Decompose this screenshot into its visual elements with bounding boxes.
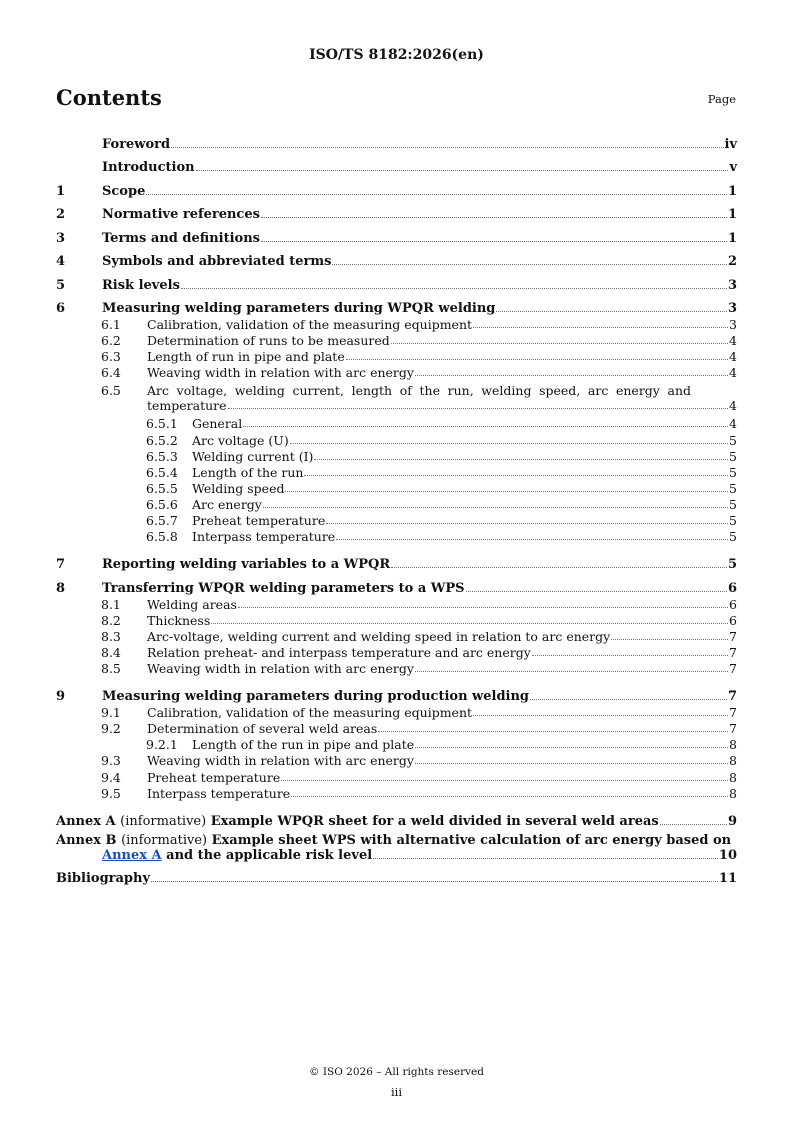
toc-leader-dots — [151, 881, 718, 882]
toc-entry-number: 6.1 — [101, 317, 121, 333]
toc-entry[interactable] — [56, 720, 737, 736]
toc-entry-title: Terms and definitions — [102, 230, 260, 246]
toc-entry-annex-a[interactable] — [56, 801, 737, 829]
annex-b-title-line1: Annex B (informative) Example sheet WPS with alternative calculation of arc energy based on — [56, 832, 732, 848]
toc-entry-number: 9.3 — [101, 753, 121, 769]
toc-entry-page: 7 — [729, 705, 737, 721]
toc-entry-page: 8 — [729, 753, 737, 769]
toc-entry-title: Weaving width in relation with arc energy — [147, 753, 414, 769]
toc-entry[interactable] — [56, 528, 737, 544]
toc-entry-title: Arc voltage (U) — [192, 432, 289, 448]
toc-entry-number: 4 — [56, 254, 66, 269]
toc-entry[interactable] — [56, 128, 737, 152]
toc-entry-page: 4 — [729, 398, 737, 414]
toc-entry-number: 6.2 — [101, 333, 121, 349]
toc-entry-page: 5 — [729, 529, 737, 545]
toc-entry-title-line1: Arc voltage, welding current, length of the run, welding speed, arc energy and — [147, 383, 691, 399]
toc-entry-number: 6.5.6 — [146, 496, 178, 512]
annex-a-note: (informative) — [120, 813, 207, 829]
toc-entry-title: Arc energy — [192, 496, 262, 512]
toc-entry-title: Symbols and abbreviated terms — [102, 254, 332, 269]
toc-leader-dots — [228, 408, 728, 409]
toc-leader-dots — [146, 194, 727, 195]
copyright-notice: © ISO 2026 – All rights reserved — [309, 1066, 484, 1078]
toc-entry-number: 6.5.8 — [146, 529, 178, 545]
toc-entry-number: 6.4 — [101, 365, 121, 381]
toc-leader-dots — [391, 567, 727, 568]
toc-entry-page: iv — [724, 136, 737, 152]
toc-entry-title: Determination of several weld areas — [147, 721, 378, 737]
toc-entry-page: 7 — [729, 628, 737, 644]
toc-entry-title: Length of the run in pipe and plate — [192, 737, 415, 753]
toc-entry-page: 3 — [727, 277, 737, 293]
toc-entry[interactable] — [56, 316, 737, 332]
toc-entry-title: Weaving width in relation with arc energy — [147, 661, 414, 677]
toc-entry-page: 5 — [729, 496, 737, 512]
toc-entry[interactable] — [56, 348, 737, 364]
toc-leader-dots — [611, 639, 728, 640]
toc-entry-number: 3 — [56, 230, 66, 246]
toc-entry-number: 6 — [56, 301, 66, 316]
toc-entry-page: 8 — [729, 737, 737, 753]
toc-entry-title: Interpass temperature — [147, 785, 291, 801]
toc-entry-title: Foreword — [102, 136, 171, 152]
toc-entry-title: Relation preheat- and interpass temperature and arc energy — [147, 645, 531, 660]
toc-entry[interactable] — [56, 628, 737, 644]
toc-leader-dots — [314, 459, 728, 460]
toc-entry[interactable] — [56, 572, 737, 596]
toc-entry-page: 6 — [729, 596, 737, 612]
toc-leader-dots — [238, 607, 728, 608]
toc-entry-page: 7 — [729, 645, 737, 660]
toc-entry[interactable] — [56, 431, 737, 447]
bibliography-title: Bibliography — [56, 871, 151, 887]
toc-entry[interactable] — [56, 612, 737, 628]
toc-entry-title: Reporting welding variables to a WPQR — [102, 557, 391, 573]
annex-a-page: 9 — [727, 813, 737, 829]
toc-leader-dots — [415, 763, 728, 764]
toc-entry-page: 7 — [729, 721, 737, 737]
toc-entry-title: Normative references — [102, 207, 260, 222]
toc-leader-dots — [336, 539, 728, 540]
toc-leader-dots — [496, 311, 727, 312]
toc-entry-page: 3 — [727, 301, 737, 316]
annex-a-link[interactable]: Annex A — [102, 847, 162, 863]
annex-b-title-line2 — [56, 848, 737, 863]
toc-leader-dots — [196, 170, 729, 171]
table-of-contents — [56, 128, 737, 886]
toc-entry-number: 9.5 — [101, 785, 121, 801]
toc-entry[interactable] — [56, 512, 737, 528]
toc-entry-title: temperature — [147, 398, 227, 414]
toc-leader-dots — [466, 591, 727, 592]
toc-entry[interactable] — [56, 364, 737, 380]
toc-leader-dots — [373, 858, 718, 859]
toc-entry-page: 7 — [729, 661, 737, 677]
toc-leader-dots — [415, 671, 728, 672]
toc-leader-dots — [304, 475, 728, 476]
toc-entry-number: 6.5.1 — [146, 416, 178, 432]
toc-entry-page: 5 — [729, 464, 737, 480]
page-column-label: Page — [707, 92, 736, 106]
toc-entry-title: Measuring welding parameters during WPQR welding — [102, 301, 496, 316]
toc-entry[interactable] — [56, 448, 737, 464]
document-id: ISO/TS 8182:2026(en) — [309, 47, 484, 63]
toc-entry-number: 7 — [56, 557, 66, 573]
toc-entry-title: Calibration, validation of the measuring equipment — [147, 317, 473, 333]
toc-entry-number: 6.5.2 — [146, 432, 178, 448]
toc-entry-title: Preheat temperature — [192, 513, 326, 529]
toc-leader-dots — [530, 699, 727, 700]
toc-entry-title: Transferring WPQR welding parameters to a WPS — [102, 580, 465, 596]
toc-entry-title: Determination of runs to be measured — [147, 333, 390, 349]
toc-entry-page: 2 — [727, 254, 737, 269]
toc-entry-number: 9.2.1 — [146, 737, 178, 753]
toc-entry-bibliography[interactable] — [56, 863, 737, 887]
toc-entry-annex-b[interactable] — [56, 829, 737, 863]
toc-entry-page: 4 — [729, 365, 737, 381]
contents-title: Contents — [56, 85, 162, 110]
toc-leader-dots — [473, 327, 728, 328]
toc-entry[interactable] — [56, 704, 737, 720]
toc-entry[interactable] — [56, 222, 737, 246]
toc-entry[interactable] — [56, 152, 737, 176]
toc-entry-page: 4 — [729, 349, 737, 365]
annex-b-note: (informative) — [121, 832, 208, 848]
annex-b-title-rest: and the applicable risk level — [161, 847, 373, 863]
toc-entry[interactable] — [56, 480, 737, 496]
toc-leader-dots — [243, 426, 728, 427]
toc-leader-dots — [285, 491, 728, 492]
toc-entry-page: v — [729, 160, 737, 175]
toc-entry-number: 6.5 — [101, 383, 121, 399]
toc-entry-title: Welding areas — [147, 596, 237, 612]
toc-entry-page: 4 — [729, 333, 737, 349]
toc-entry-page: 5 — [729, 513, 737, 529]
toc-entry-number: 1 — [56, 183, 66, 199]
toc-entry-title: Calibration, validation of the measuring equipment — [147, 705, 473, 721]
toc-entry-number: 8.2 — [101, 612, 121, 628]
toc-entry[interactable] — [56, 246, 737, 270]
toc-entry-title-block — [147, 383, 737, 413]
toc-leader-dots — [473, 715, 728, 716]
toc-entry-title: Welding current (I) — [192, 448, 314, 464]
toc-entry[interactable] — [56, 644, 737, 660]
toc-entry-number: 9 — [56, 689, 66, 705]
toc-entry-number: 6.5.5 — [146, 480, 178, 496]
toc-entry[interactable] — [56, 785, 737, 801]
toc-entry-number: 9.1 — [101, 705, 121, 721]
toc-entry[interactable] — [56, 596, 737, 612]
toc-entry-title: Interpass temperature — [192, 529, 336, 545]
toc-entry[interactable] — [56, 736, 737, 752]
toc-entry-page: 1 — [727, 230, 737, 246]
toc-entry-number: 8.4 — [101, 645, 121, 660]
annex-a-title: Annex A (informative) Example WPQR sheet for a weld divided in several weld areas — [56, 813, 659, 829]
toc-entry-page: 1 — [727, 183, 737, 199]
toc-leader-dots — [415, 375, 728, 376]
toc-entry-number: 6.5.7 — [146, 513, 178, 529]
toc-entry[interactable] — [56, 768, 737, 784]
toc-leader-dots — [261, 217, 727, 218]
toc-entry[interactable] — [56, 199, 737, 223]
toc-entry-title-line2 — [147, 398, 737, 413]
toc-entry[interactable] — [56, 269, 737, 293]
toc-entry-page: 4 — [729, 416, 737, 432]
toc-entry-page: 1 — [727, 207, 737, 222]
toc-leader-dots — [291, 796, 728, 797]
page-number: iii — [390, 1085, 403, 1099]
toc-entry-title: General — [192, 416, 243, 432]
toc-leader-dots — [261, 241, 727, 242]
toc-entry[interactable] — [56, 332, 737, 348]
toc-leader-dots — [171, 147, 723, 148]
toc-entry-number: 9.2 — [101, 721, 121, 737]
toc-entry[interactable] — [56, 660, 737, 676]
toc-entry-title: Introduction — [102, 160, 195, 175]
toc-entry-number: 8.5 — [101, 661, 121, 677]
toc-entry[interactable] — [56, 175, 737, 199]
toc-entry-number: 6.5.3 — [146, 448, 178, 464]
toc-entry-page: 3 — [729, 317, 737, 333]
toc-entry-page: 6 — [729, 612, 737, 628]
toc-leader-dots — [181, 288, 727, 289]
toc-entry-title: Welding speed — [192, 480, 285, 496]
toc-entry-number: 8.1 — [101, 596, 121, 612]
annex-b-page: 10 — [718, 847, 737, 863]
toc-leader-dots — [281, 780, 728, 781]
toc-leader-dots — [290, 443, 728, 444]
toc-entry-page: 8 — [729, 785, 737, 801]
toc-entry-title: Preheat temperature — [147, 769, 281, 785]
toc-leader-dots — [660, 824, 727, 825]
toc-entry-number: 8.3 — [101, 628, 121, 644]
toc-leader-dots — [326, 523, 728, 524]
toc-entry-page: 5 — [729, 480, 737, 496]
toc-entry-page: 8 — [729, 769, 737, 785]
toc-entry-title: Risk levels — [102, 277, 180, 293]
toc-leader-dots — [391, 343, 728, 344]
bibliography-page: 11 — [718, 871, 737, 887]
toc-entry-number: 2 — [56, 207, 66, 222]
toc-entry-title: Thickness — [147, 612, 211, 628]
toc-entry[interactable] — [56, 380, 737, 415]
toc-leader-dots — [378, 731, 728, 732]
toc-entry[interactable] — [56, 464, 737, 480]
toc-entry-title: Scope — [102, 183, 146, 199]
toc-entry[interactable] — [56, 415, 737, 431]
toc-entry[interactable] — [56, 293, 737, 317]
toc-leader-dots — [346, 359, 728, 360]
toc-entry-page: 6 — [727, 580, 737, 596]
toc-entry-title: Measuring welding parameters during production welding — [102, 689, 530, 705]
toc-leader-dots — [263, 507, 728, 508]
toc-entry-page: 7 — [727, 689, 737, 705]
toc-entry-number: 5 — [56, 277, 66, 293]
toc-entry-title: Arc-voltage, welding current and welding speed in relation to arc energy — [147, 628, 611, 644]
toc-entry-page: 5 — [727, 557, 737, 573]
toc-entry-title: Weaving width in relation with arc energy — [147, 365, 414, 381]
toc-leader-dots — [532, 655, 728, 656]
toc-entry[interactable] — [56, 676, 737, 704]
toc-leader-dots — [332, 264, 726, 265]
toc-entry-page: 5 — [729, 448, 737, 464]
toc-leader-dots — [415, 747, 728, 748]
toc-entry[interactable] — [56, 544, 737, 572]
toc-entry-page: 5 — [729, 432, 737, 448]
toc-entry[interactable] — [56, 752, 737, 768]
toc-entry[interactable] — [56, 496, 737, 512]
toc-entry-title: Length of the run — [192, 464, 304, 480]
toc-entry-number: 6.5.4 — [146, 464, 178, 480]
toc-entry-number: 6.3 — [101, 349, 121, 365]
toc-entry-title: Length of run in pipe and plate — [147, 349, 345, 365]
toc-entry-number: 9.4 — [101, 769, 121, 785]
toc-leader-dots — [211, 623, 728, 624]
toc-entry-number: 8 — [56, 580, 66, 596]
